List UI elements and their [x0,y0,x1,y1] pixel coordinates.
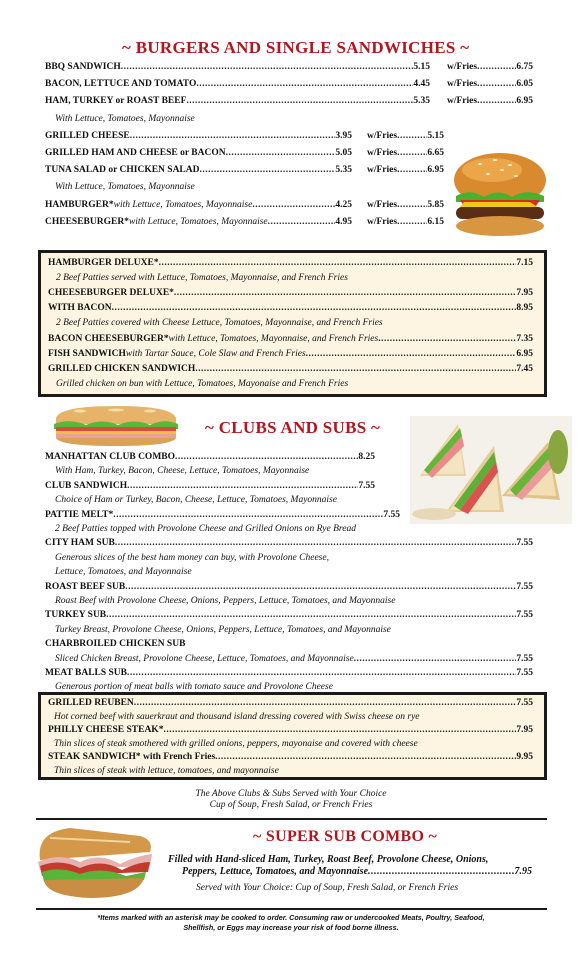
menu-item-row [45,217,453,233]
leader-dots [159,258,517,268]
fries-option [367,165,444,175]
menu-item-extra: with Lettuce, Tomatoes, Mayonnaise [128,216,268,227]
menu-item-name: CITY HAM SUB [45,538,115,549]
leader-dots [127,481,358,491]
menu-item [45,217,352,233]
menu-item-row [45,96,533,112]
menu-item-price: 7.45 [516,363,533,374]
fries-option [367,131,444,141]
menu-item-name: MANHATTAN CLUB COMBO [45,452,176,462]
club-sandwich-photo [410,416,572,524]
fries-price: 6.15 [427,216,444,227]
leader-dots [397,200,427,210]
menu-item-name: PATTIE MELT* [45,509,114,520]
fries-price: 6.65 [427,148,444,158]
menu-item-description: Generous portion of meat balls with tomato sauce and Provolone Cheese [55,682,333,693]
menu-item-name: GRILLED HAM AND CHEESE or BACON [45,148,226,158]
menu-item-name: CHEESEBURGER DELUXE* [48,288,174,299]
menu-item-price: 5.35 [413,96,430,107]
menu-item-description: 2 Beef Patties served with Lettuce, Tomatoes, Mayonnaise, and French Fries [56,273,348,284]
leader-dots [477,62,516,72]
leader-dots [115,538,517,548]
super-sub-price-row [182,866,532,882]
menu-item [45,62,430,78]
menu-item-price: 7.15 [516,258,533,268]
menu-item-description: Hot corned beef with sauerkraut and thousand island dressing covered with Swiss cheese on rye [54,711,420,722]
leader-dots [354,654,517,664]
menu-item-description-row [48,273,533,289]
menu-item-extra: with Lettuce, Tomatoes, Mayonnaise, and French Fries [168,333,379,344]
menu-item-row [48,334,533,350]
menu-item-description-row [45,182,453,198]
menu-item-price: 8.25 [358,452,375,462]
menu-item [48,334,533,350]
menu-item [48,364,533,380]
menu-item-row [48,303,533,319]
menu-item-price: 4.25 [335,199,352,210]
leader-dots [397,148,427,158]
menu-item-price: 4.95 [335,216,352,227]
menu-item [48,288,533,304]
disclaimer-line1: *Items marked with an asterisk may be cooked to order. Consuming raw or undercooked Meats, Poultry, Seafood, [97,913,485,922]
menu-item-price: 7.55 [516,581,533,592]
fries-price: 5.15 [427,130,444,141]
menu-item-price: 7.55 [516,668,533,678]
menu-item-price: 7.55 [516,653,533,664]
menu-item-name: TUNA SALAD or CHICKEN SALAD [45,165,200,176]
menu-item-description: With Lettuce, Tomatoes, Mayonnaise [55,113,195,124]
fries-price: 6.95 [427,165,444,176]
leader-dots [196,79,413,89]
menu-item-name: GRILLED CHEESE [45,130,130,141]
fries-label: w/Fries [367,148,398,158]
menu-item-name: BBQ SANDWICH [45,62,121,72]
sub-sandwich-photo [50,402,182,448]
fries-option [367,217,444,227]
super-sub-line1: Filled with Hand-sliced Ham, Turkey, Roast Beef, Provolone Cheese, Onions, [168,854,489,865]
menu-item-name: MEAT BALLS SUB [45,668,128,678]
menu-item-description: Lettuce, Tomatoes, and Mayonnaise [55,567,192,578]
leader-dots [121,62,414,72]
menu-item-row [45,200,453,216]
menu-item [45,131,352,147]
disclaimer-line2: Shellfish, or Eggs may increase your risk of food borne illness. [183,923,399,932]
leader-dots [378,334,516,344]
leader-dots [477,79,516,89]
menu-item [45,79,430,95]
leader-dots [130,131,336,141]
leader-dots [112,303,517,313]
leader-dots [226,148,336,158]
menu-item-name: STEAK SANDWICH* with French Fries [48,752,216,763]
menu-item-description: Thin slices of steak smothered with grilled onions, peppers, mayonaise and covered with cheese [54,738,418,749]
menu-item-price: 7.55 [516,610,533,621]
menu-item-name: TURKEY SUB [45,610,107,621]
menu-item-row [48,364,533,380]
leader-dots [106,610,516,620]
served-note-line1: The Above Clubs & Subs Served with Your Choice [195,789,387,799]
leader-dots [215,752,516,762]
menu-item-name: CHEESEBURGER* [45,216,129,227]
leader-dots [397,217,427,227]
menu-item-description: With Ham, Turkey, Bacon, Cheese, Lettuce, Tomatoes, Mayonnaise [55,466,310,477]
menu-item-description-row [48,766,533,782]
leader-dots [477,96,516,106]
fries-label: w/Fries [367,165,398,176]
menu-item-description: Thin slices of steak with lettuce, tomatoes, and mayonnaise [54,766,279,776]
menu-item [45,200,352,216]
leader-dots [306,349,517,359]
leader-dots [397,165,427,175]
menu-item-row [48,258,533,274]
menu-item-price: 7.95 [516,725,533,736]
leader-dots [268,217,336,227]
leader-dots [175,452,358,462]
menu-item-price: 7.55 [516,698,533,708]
menu-item-extra: with Lettuce, Tomatoes, Mayonnaise [113,199,253,210]
menu-item-name: FISH SANDWICH [48,348,126,359]
fries-price: 5.85 [427,199,444,210]
fries-label: w/Fries [447,96,478,107]
menu-item-name: BACON CHEESEBURGER* [48,333,169,344]
menu-item-row [45,79,533,95]
fries-label: w/Fries [367,199,398,210]
menu-item-name: BACON, LETTUCE AND TOMATO [45,79,197,90]
menu-item-row [45,148,453,164]
menu-item-description: Sliced Chicken Breast, Provolone Cheese, Lettuce, Tomatoes, and Mayonnaise [55,653,354,664]
menu-item-price: 5.35 [335,165,352,176]
leader-dots [125,582,516,592]
fries-label: w/Fries [367,130,398,141]
menu-item-name: CLUB SANDWICH [45,480,128,491]
fries-option [447,62,533,72]
menu-item-price: 7.55 [383,509,400,520]
section-divider [36,818,547,820]
menu-item-price: 5.15 [413,62,430,72]
leader-dots [113,510,383,520]
menu-item [45,148,352,164]
fries-price: 6.75 [516,62,533,72]
leader-dots [195,364,516,374]
menu-item-description-row [48,318,533,334]
fries-label: w/Fries [447,79,478,90]
fries-option [367,148,444,158]
leader-dots [397,131,427,141]
menu-item-price: 7.95 [516,288,533,299]
clubs-heading: ~ CLUBS AND SUBS ~ [205,418,381,437]
super-sub-line3: Served with Your Choice: Cup of Soup, Fresh Salad, or French Fries [196,883,459,893]
leader-dots [368,866,514,877]
menu-item-price: 7.55 [516,538,533,549]
menu-item-price: 3.95 [335,130,352,141]
menu-item-name: HAMBURGER* [45,199,114,210]
fries-price: 6.05 [516,79,533,90]
menu-item-name: CHARBROILED CHICKEN SUB [45,639,186,650]
leader-dots [200,165,336,175]
super-sub-line2: Peppers, Lettuce, Tomatoes, and Mayonnaise [182,866,369,877]
super-sub-heading: ~ SUPER SUB COMBO ~ [253,828,438,845]
menu-item-description: Roast Beef with Provolone Cheese, Onions, Peppers, Lettuce, Tomatoes, and Mayonnaise [55,596,396,606]
menu-item-row [48,288,533,304]
leader-dots [174,288,516,298]
menu-item-price: 9.95 [516,752,533,763]
menu-item-name: HAMBURGER DELUXE* [48,258,159,268]
footer-divider [36,908,547,910]
menu-item-description-row [45,114,453,130]
menu-item-description: 2 Beef Patties topped with Provolone Cheese and Grilled Onions on Rye Bread [55,524,356,534]
fries-label: w/Fries [447,62,478,72]
fries-option [367,200,444,210]
menu-item-name: HAM, TURKEY or ROAST BEEF [45,96,187,107]
menu-item-row [45,131,453,147]
menu-item-description: 2 Beef Patties covered with Cheese Lettuce, Tomatoes, Mayonnaise, and French Fries [56,318,383,329]
menu-item-price: 4.45 [413,79,430,90]
menu-item-name: WITH BACON [48,303,112,314]
menu-item-description: Generous slices of the best ham money can buy, with Provolone Cheese, [55,552,329,563]
menu-item [48,349,533,365]
super-sub-price: 7.95 [514,866,532,877]
leader-dots [163,725,516,735]
fries-price: 6.95 [516,96,533,107]
fries-label: w/Fries [367,216,398,227]
menu-item-description: Grilled chicken on bun with Lettuce, Tomatoes, Mayonaise and French Fries [56,378,349,389]
menu-item-description: Turkey Breast, Provolone Cheese, Onions, Peppers, Lettuce, Tomatoes, and Mayonnaise [55,624,391,635]
menu-item-name: ROAST BEEF SUB [45,581,126,592]
burgers-heading: ~ BURGERS AND SINGLE SANDWICHES ~ [122,38,470,57]
menu-item-name: GRILLED CHICKEN SANDWICH [48,363,196,374]
menu-item-extra: with Tartar Sauce, Cole Slaw and French Fries [125,348,306,359]
menu-item [45,96,430,112]
menu-item-description-row [48,379,533,395]
menu-item [48,258,533,274]
menu-item-price: 7.35 [516,333,533,344]
menu-item-name: PHILLY CHEESE STEAK* [48,725,164,736]
menu-item-price: 5.05 [335,148,352,158]
burger-photo [450,150,550,240]
menu-item-price: 8.95 [516,303,533,314]
menu-item-description: With Lettuce, Tomatoes, Mayonnaise [55,182,195,193]
leader-dots [252,200,335,210]
leader-dots [186,96,413,106]
menu-item [48,303,533,319]
fries-option [447,96,533,106]
super-sub-photo [30,822,158,902]
menu-item-price: 7.55 [358,480,375,491]
menu-item-row [48,349,533,365]
leader-dots [134,698,517,708]
menu-item-name: GRILLED REUBEN [48,698,134,708]
menu-item-row [45,165,453,181]
served-note-line2: Cup of Soup, Fresh Salad, or French Fries [209,800,373,810]
fries-option [447,79,533,89]
menu-item-price: 6.95 [516,348,533,359]
leader-dots [127,668,516,678]
menu-item-description: Choice of Ham or Turkey, Bacon, Cheese, Lettuce, Tomatoes, Mayonnaise [55,495,337,506]
menu-item [45,165,352,181]
menu-item-row [45,62,533,78]
